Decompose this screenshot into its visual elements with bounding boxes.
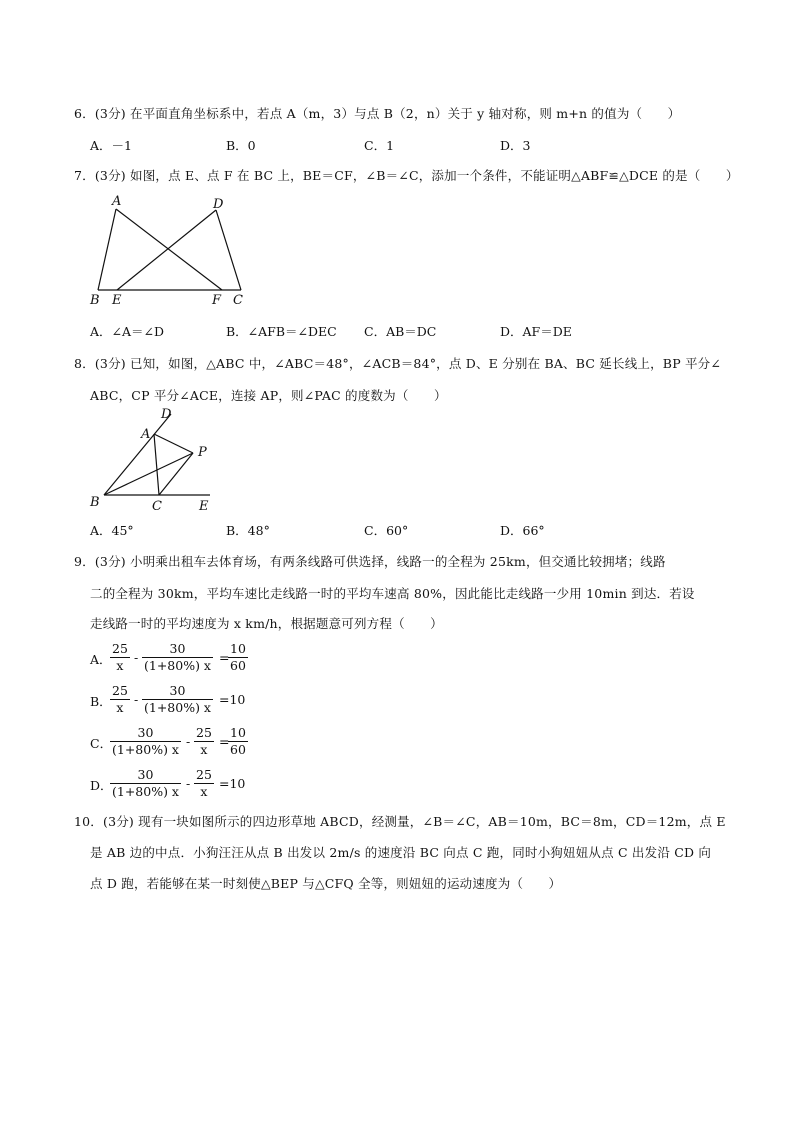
segment-bp <box>104 453 193 495</box>
question-9-stem-line-2: 二的全程为 30km，平均车速比走线路一时的平均车速高 80%，因此能比走线路一少用 10min 到达．若设 <box>90 586 695 601</box>
label-b: B <box>90 495 100 510</box>
fraction: $\frac{10}{60}$ <box>230 725 246 757</box>
question-6-option-b[interactable]: B．0 <box>226 138 256 153</box>
question-8-stem-line-2: ABC，CP 平分∠ACE，连接 AP，则∠PAC 的度数为（ ） <box>90 388 447 403</box>
fraction: $\frac{30}{(1+80\%) x}$ <box>112 767 179 799</box>
fraction: $\frac{25}{x}$ <box>112 641 128 673</box>
question-7-option-d[interactable]: D．AF＝DE <box>500 324 572 339</box>
question-8-stem-line-1: 8．(3分) 已知，如图，△ABC 中，∠ABC＝48°，∠ACB＝84°，点 D、E 分别在 BA、BC 延长线上，BP 平分∠ <box>74 356 722 371</box>
label-e: E <box>199 499 209 514</box>
segment-dc <box>216 210 241 290</box>
label-b: B <box>90 293 100 308</box>
label-c: C <box>152 499 162 514</box>
question-7-option-c[interactable]: C．AB＝DC <box>364 324 437 339</box>
fraction: $\frac{30}{(1+80\%) x}$ <box>144 641 211 673</box>
fraction: $\frac{30}{(1+80\%) x}$ <box>112 725 179 757</box>
option-label: C． <box>90 736 113 751</box>
question-6-option-c[interactable]: C．1 <box>364 138 395 153</box>
segment-ac <box>154 434 159 495</box>
label-a: A <box>141 427 151 442</box>
question-10-stem-line-1: 10．(3分) 现有一块如图所示的四边形草地 ABCD，经测量，∠B＝∠C，AB＝10m，BC＝8m，CD＝12m，点 E <box>74 814 726 829</box>
segment-ab <box>98 209 116 290</box>
fraction: $\frac{25}{x}$ <box>196 767 212 799</box>
exam-page: 6．(3分) 在平面直角坐标系中，若点 A（m，3）与点 B（2，n）关于 y 轴对称，则 m+n 的值为（ ） A．－1 B．0 C．1 D．3 7．(3分) 如图，点 E、点 F 在 BC 上，BE＝CF，∠B＝∠C，添加一个条件，不能证明△ABF≌△DCE 的是（ ） A D B E F C A．∠A＝∠D B．∠AFB＝∠DEC C．AB＝DC D．AF＝DE 8．(3分) 已知，如图，△ABC 中，∠ABC＝48°，∠ACB＝84°，点 D、E 分别在 BA、BC 延长线上，BP 平分∠ ABC，CP 平分∠ACE，连接 AP，则∠PAC 的度数为（ ） D A P B C E A．45° B．48° C．60° D．66° 9．(3分) 小明乘出租车去体育场，有两条线路可供选择，线路一的全程为 25km，但交通比较拥堵；线路 二的全程为 30km，平均车速比走线路一时的平均车速高 80%，因此能比走线路一少用 10min 到达．若设 走线路一时的平均速度为 x km/h，根据题意可列方程（ ） A． $\frac{25}{x}$ - $\frac{30}{(1+80\%) x}$ = $\frac{10}{60}$ B． $\frac{25}{x}$ - $\frac{30}{(1+80\%) x}$ =10 C． $\frac{30}{(1+80\%) x}$ - $\frac{25}{x}$ = $\frac{10}{60}$ D． $\frac{30}{(1+80\%) x}$ - $\frac{25}{x}$ =10 10．(3分) 现有一块如图所示的四边形草地 ABCD，经测量，∠B＝∠C，AB＝10m，BC＝8m，CD＝12m，点 E 是 AB 边的中点．小狗汪汪从点 B 出发以 2m/s 的速度沿 BC 向点 C 跑，同时小狗妞妞从点 C 出发沿 CD 向 点 D 跑，若能够在某一时刻使△BEP 与△CFQ 全等，则妞妞的运动速度为（ ） <box>74 106 739 891</box>
fraction: $\frac{10}{60}$ <box>230 641 246 673</box>
question-7-stem: 7．(3分) 如图，点 E、点 F 在 BC 上，BE＝CF，∠B＝∠C，添加一个条件，不能证明△ABF≌△DCE 的是（ ） <box>74 168 739 183</box>
segment-ap <box>154 434 193 453</box>
question-6-stem: 6．(3分) 在平面直角坐标系中，若点 A（m，3）与点 B（2，n）关于 y 轴对称，则 m+n 的值为（ ） <box>74 106 681 121</box>
question-9-stem-line-1: 9．(3分) 小明乘出租车去体育场，有两条线路可供选择，线路一的全程为 25km，但交通比较拥堵；线路 <box>74 554 666 569</box>
line-bd <box>104 414 171 495</box>
question-9-stem-line-3: 走线路一时的平均速度为 x km/h，根据题意可列方程（ ） <box>90 616 443 631</box>
fraction: $\frac{30}{(1+80\%) x}$ <box>144 683 211 715</box>
label-d: D <box>161 407 172 422</box>
question-6-option-a[interactable]: A．－1 <box>90 138 132 153</box>
label-a: A <box>112 194 122 209</box>
question-10-stem-line-3: 点 D 跑，若能够在某一时刻使△BEP 与△CFQ 全等，则妞妞的运动速度为（ ） <box>90 876 562 891</box>
question-10-stem-line-2: 是 AB 边的中点．小狗汪汪从点 B 出发以 2m/s 的速度沿 BC 向点 C 跑，同时小狗妞妞从点 C 出发沿 CD 向 <box>90 845 712 860</box>
question-8-figure <box>86 404 226 516</box>
question-7-option-b[interactable]: B．∠AFB＝∠DEC <box>226 324 337 339</box>
question-6-option-d[interactable]: D．3 <box>500 138 531 153</box>
option-label: B． <box>90 694 112 709</box>
question-8-option-b[interactable]: B．48° <box>226 523 270 538</box>
label-c: C <box>233 293 243 308</box>
fraction: $\frac{25}{x}$ <box>196 725 212 757</box>
label-e: E <box>112 293 122 308</box>
label-f: F <box>212 293 222 308</box>
option-label: A． <box>90 652 112 667</box>
question-7-option-a[interactable]: A．∠A＝∠D <box>90 324 165 339</box>
segment-de <box>117 210 216 290</box>
segment-cp <box>159 453 193 495</box>
label-p: P <box>198 445 207 460</box>
option-label: D． <box>90 778 113 793</box>
label-d: D <box>213 197 224 212</box>
question-8-option-d[interactable]: D．66° <box>500 523 545 538</box>
question-7-figure <box>86 192 256 312</box>
fraction: $\frac{25}{x}$ <box>112 683 128 715</box>
question-8-option-a[interactable]: A．45° <box>90 523 134 538</box>
question-8-option-c[interactable]: C．60° <box>364 523 409 538</box>
